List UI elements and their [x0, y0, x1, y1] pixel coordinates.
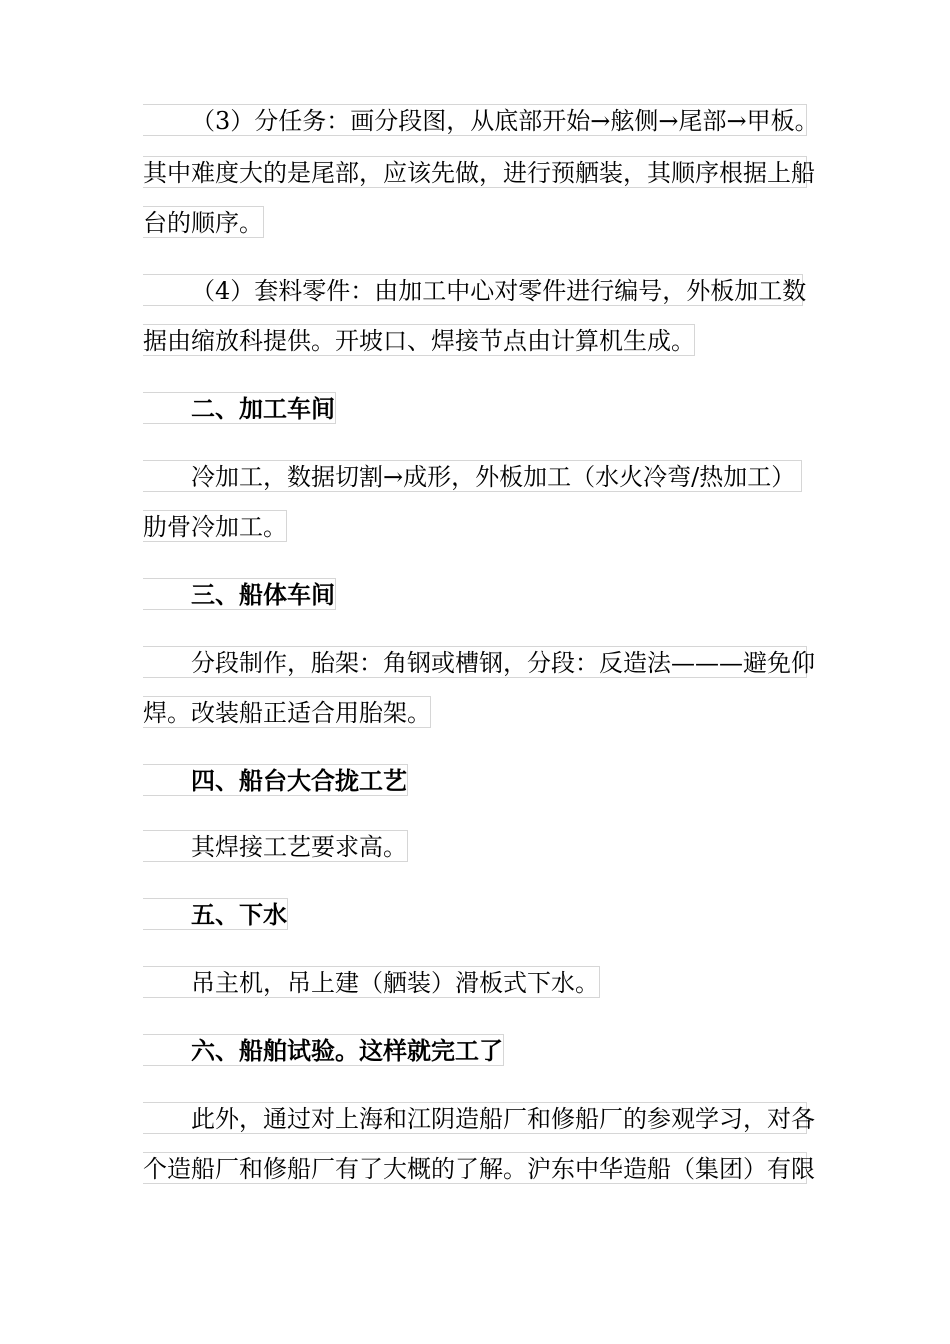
paragraph-line: 据由缩放科提供。开坡口、焊接节点由计算机生成。	[143, 324, 695, 356]
paragraph-line: 冷加工，数据切割→成形，外板加工（水火冷弯/热加工）	[143, 460, 802, 492]
paragraph-line: 肋骨冷加工。	[143, 510, 287, 542]
section-heading: 四、船台大合拢工艺	[143, 764, 408, 796]
paragraph-line: 分段制作，胎架：角钢或槽钢，分段：反造法———避免仰	[143, 646, 807, 678]
paragraph-line: 焊。改装船正适合用胎架。	[143, 696, 431, 728]
section-heading: 五、下水	[143, 898, 288, 930]
paragraph-line: 其中难度大的是尾部，应该先做，进行预舾装，其顺序根据上船	[143, 156, 807, 188]
section-heading: 六、船舶试验。这样就完工了	[143, 1034, 504, 1066]
paragraph-line: 吊主机，吊上建（舾装）滑板式下水。	[143, 966, 600, 998]
section-heading: 二、加工车间	[143, 392, 336, 424]
paragraph-line: （3）分任务：画分段图，从底部开始→舷侧→尾部→甲板。	[143, 104, 807, 136]
paragraph-line: 个造船厂和修船厂有了大概的了解。沪东中华造船（集团）有限	[143, 1152, 807, 1184]
paragraph-line: 台的顺序。	[143, 206, 264, 238]
section-heading: 三、船体车间	[143, 578, 336, 610]
paragraph-line: 其焊接工艺要求高。	[143, 830, 408, 862]
paragraph-line: 此外，通过对上海和江阴造船厂和修船厂的参观学习，对各	[143, 1102, 807, 1134]
paragraph-line: （4）套料零件：由加工中心对零件进行编号，外板加工数	[143, 274, 803, 306]
